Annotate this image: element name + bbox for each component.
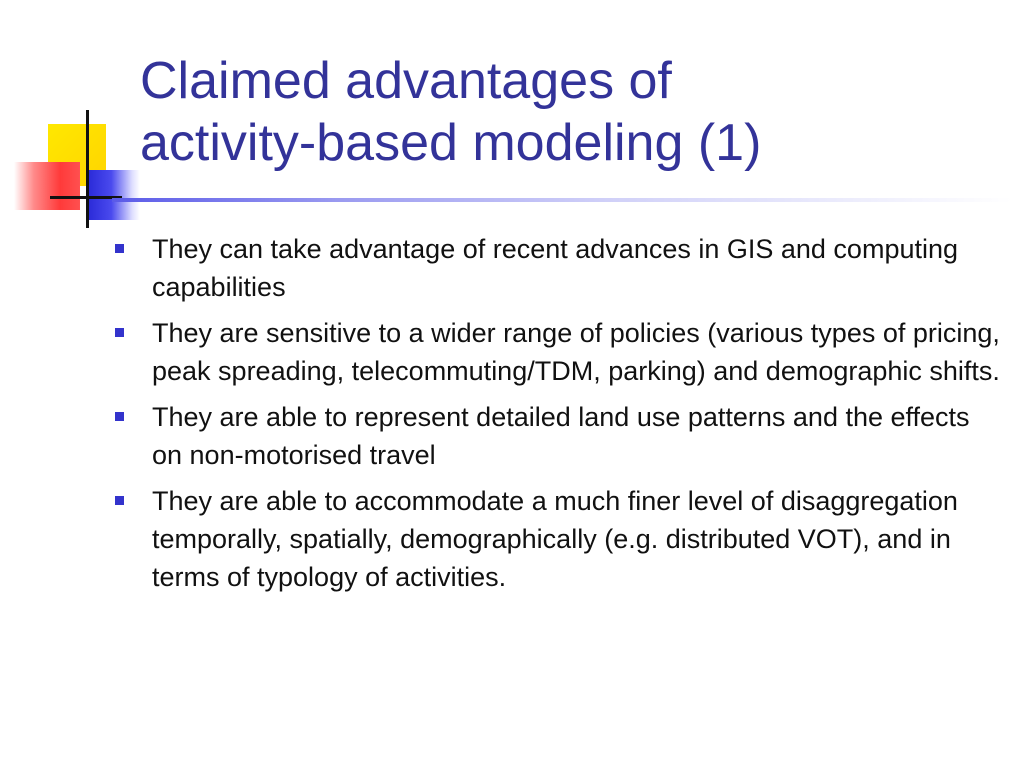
square-bullet-icon (115, 496, 124, 505)
bullet-item-1 (110, 230, 1000, 306)
bullet-text-1: They can take advantage of recent advances in GIS and computing capabilities (152, 234, 959, 302)
slide-title-line-2: activity-based modeling (1) (140, 114, 762, 172)
bullet-text-2: They are sensitive to a wider range of policies (various types of pricing, peak spreading, telecommuting/TDM, parking) and demographic shifts. (152, 318, 1000, 386)
square-bullet-icon (115, 412, 124, 421)
red-square-decoration (14, 162, 80, 210)
title-underline-rule (112, 198, 1012, 202)
slide-title (140, 50, 1000, 174)
square-bullet-icon (115, 244, 124, 253)
blue-square-decoration (88, 170, 140, 220)
bullet-item-3 (110, 398, 1000, 474)
slide-title-line-1: Claimed advantages of (140, 52, 672, 110)
bullet-text-4: They are able to accommodate a much finer level of disaggregation temporally, spatially, demographically (e.g. distributed VOT), and in terms of typology of activities. (152, 486, 958, 592)
vertical-line-decoration (86, 110, 89, 228)
bullet-item-2 (110, 314, 1000, 390)
bullet-item-4 (110, 482, 1000, 596)
bullet-list (110, 230, 1000, 604)
square-bullet-icon (115, 328, 124, 337)
bullet-text-3: They are able to represent detailed land use patterns and the effects on non-motorised travel (152, 402, 970, 470)
